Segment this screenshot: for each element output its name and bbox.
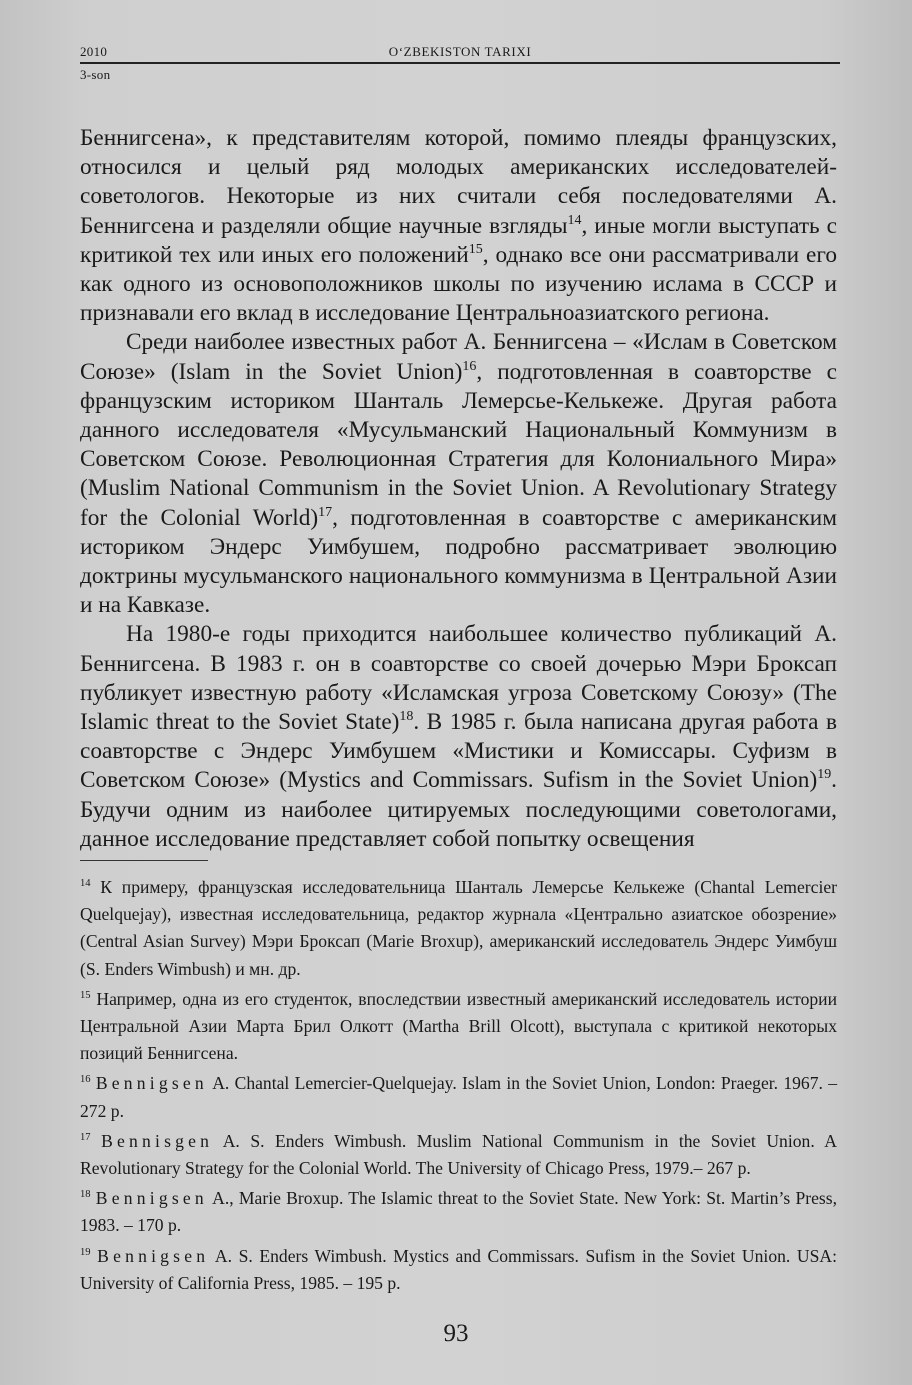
- footnote-separator: [80, 860, 208, 861]
- footnote-19: $^{19}$ Bennigsen A. S. Enders Wimbush. Mystics and Commissars. Sufism in the Soviet Union. USA: University of California Press, 1985. – 195 p.: [80, 1245, 837, 1293]
- footnote-18: $^{18}$ Bennigsen A., Marie Broxup. The Islamic threat to the Soviet State. New York: St. Martin’s Press, 1983. – 170 p.: [80, 1188, 837, 1236]
- footnote-ref-18[interactable]: 18: [399, 709, 414, 725]
- body-text: [80, 124, 837, 854]
- footnote-ref-14[interactable]: 14: [567, 212, 582, 228]
- footnote-14: $^{14}$ К примеру, французская исследовательница Шанталь Лемерсье Келькеже (Chantal Lemercier Quelquejay), известная исследовательница, редактор журнала «Центрально азиатское обозрение» (Central Asian Survey) Мэри Броксап (Marie Broxup), американский исследователь Эндерс Уимбуш (S. Enders Wimbush) и мн. др.: [80, 877, 837, 979]
- header-issue: 3-son: [80, 67, 111, 82]
- footnote-17: $^{17}$ Bennisgen A. S. Enders Wimbush. Muslim National Communism in the Soviet Union. A Revolutionary Strategy for the Colonial World. The University of Chicago Press, 1979.– 267 p.: [80, 1130, 837, 1179]
- footnotes: [80, 874, 837, 1300]
- footnote-ref-19[interactable]: 19: [817, 767, 832, 783]
- footnote-ref-17[interactable]: 17: [318, 504, 333, 520]
- footnote-author: Bennigsen: [95, 1188, 208, 1209]
- footnote-16: $^{16}$ Bennigsen A. Chantal Lemercier-Quelquejay. Islam in the Soviet Union, London: Praeger. 1967. – 272 p.: [80, 1073, 837, 1121]
- paragraph-3: На 1980-е годы приходится наибольшее количество публикаций А. Беннигсена. В 1983 г. он в соавторстве со своей дочерью Мэри Броксап публикует известную работу «Исламская угроза Советскому Союзу» (The Islamic threat to the Soviet State)$^{18}$. В 1985 г. была написана другая работа в соавторстве с Эндерс Уимбушем «Мистики и Комиссары. Суфизм в Советском Союзе» (Mystics and Commissars. Sufism in the Soviet Union)$^{19}$. Будучи одним из наиболее цитируемых последующими советологами, данное исследование представляет собой попытку освещения: [80, 621, 837, 852]
- header-year: 2010: [80, 44, 108, 59]
- footnote-author: Bennisgen: [101, 1130, 214, 1151]
- footnote-15: $^{15}$ Например, одна из его студенток, впоследствии известный американский исследователь истории Центральной Азии Марта Брил Олкотт (Martha Brill Olcott), выступала с критикой некоторых позиций Беннигсена.: [80, 988, 837, 1064]
- header-journal-title: O‘ZBEKISTON TARIXI: [388, 44, 532, 59]
- footnote-author: Bennigsen: [95, 1073, 208, 1094]
- running-header: [80, 44, 840, 83]
- page-number: 93: [443, 1320, 469, 1347]
- footnote-author: Bennigsen: [97, 1245, 210, 1266]
- paragraph-1: Беннигсена», к представителям которой, помимо плеяды французских, относился и целый ряд молодых американских исследователей-советологов. Некоторые из них считали себя последователями А. Беннигсена и разделяли общие научные взгляды$^{14}$, иные могли выступать с критикой тех или иных его положений$^{15}$, однако все они рассматривали его как одного из основоположников школы по изучению ислама в СССР и признавали его вклад в исследование Центральноазиатского региона.: [80, 125, 837, 327]
- footnote-ref-16[interactable]: 16: [462, 358, 477, 374]
- footnote-ref-15[interactable]: 15: [468, 242, 483, 258]
- paragraph-2: Среди наиболее известных работ А. Беннигсена – «Ислам в Советском Союзе» (Islam in the Soviet Union)$^{16}$, подготовленная в соавторстве с французским историком Шанталь Лемерсье-Келькеже. Другая работа данного исследователя «Мусульманский Национальный Коммунизм в Советском Союзе. Революционная Стратегия для Колониального Мира» (Muslim National Communism in the Soviet Union. A Revolutionary Strategy for the Colonial World)$^{17}$, подготовленная в соавторстве с американским историком Эндерс Уимбушем, подробно рассматривает эволюцию доктрины мусульманского национального коммунизма в Центральной Азии и на Кавказе.: [80, 329, 837, 619]
